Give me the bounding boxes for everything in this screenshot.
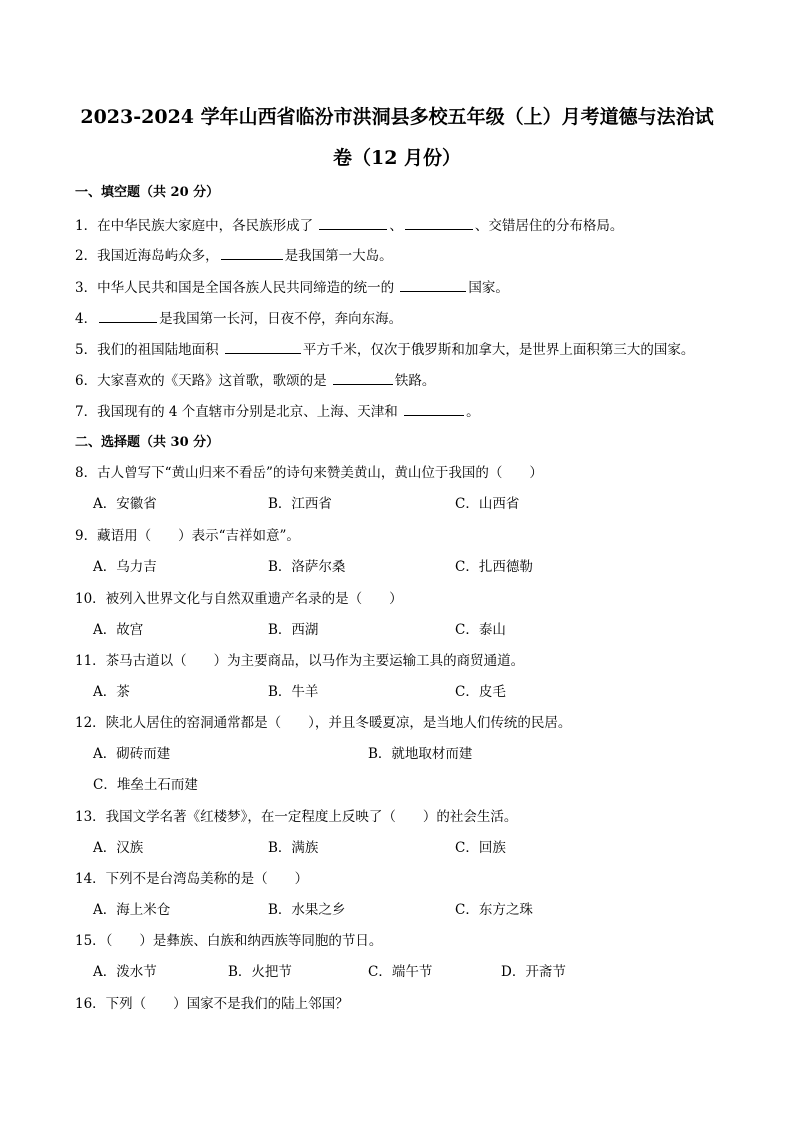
question-2 <box>75 246 393 265</box>
q5-text-a: 5．我们的祖国陆地面积 <box>75 342 219 358</box>
q13-option-c: C．回族 <box>455 840 506 856</box>
question-15: 15．（ ）是彝族、白族和纳西族等同胞的节日。 <box>75 933 383 949</box>
q13-option-b: B．满族 <box>268 840 319 856</box>
answer-blank <box>221 246 283 260</box>
q9-option-a: A．乌力吉 <box>93 559 157 575</box>
question-11: 11．茶马古道以（ ）为主要商品，以马作为主要运输工具的商贸通道。 <box>75 653 525 669</box>
q12-option-b: B．就地取材而建 <box>368 746 473 762</box>
question-16: 16．下列（ ）国家不是我们的陆上邻国？ <box>75 996 349 1012</box>
question-8: 8．古人曾写下“黄山归来不看岳”的诗句来赞美黄山，黄山位于我国的（ ） <box>75 465 543 481</box>
q8-option-b: B．江西省 <box>268 496 332 512</box>
q10-option-b: B．西湖 <box>268 622 319 638</box>
q9-option-b: B．洛萨尔桑 <box>268 559 346 575</box>
q14-option-c: C．东方之珠 <box>455 902 533 918</box>
answer-blank <box>333 371 393 385</box>
exam-title-line2: 卷（12 月份） <box>332 147 462 169</box>
question-10: 10．被列入世界文化与自然双重遗产名录的是（ ） <box>75 591 403 607</box>
q3-text-a: 3．中华人民共和国是全国各族人民共同缔造的统一的 <box>75 280 395 296</box>
answer-blank <box>405 216 473 230</box>
q4-text-b: 是我国第一长河，日夜不停，奔向东海。 <box>159 311 403 327</box>
answer-blank <box>400 278 466 292</box>
question-14: 14．下列不是台湾岛美称的是（ ） <box>75 871 309 887</box>
q12-option-c: C．堆垒土石而建 <box>93 777 198 793</box>
q2-text-b: 是我国第一大岛。 <box>284 248 393 264</box>
section-heading-choice: 二、选择题（共 30 分） <box>75 435 220 450</box>
question-9: 9．藏语用（ ）表示“吉祥如意”。 <box>75 528 300 544</box>
q9-option-c: C．扎西德勒 <box>455 559 533 575</box>
q15-option-d: D．开斋节 <box>501 964 566 980</box>
answer-blank <box>404 402 464 416</box>
q11-option-c: C．皮毛 <box>455 684 506 700</box>
q15-option-b: B．火把节 <box>228 964 292 980</box>
q11-option-a: A．茶 <box>93 684 130 700</box>
q14-option-a: A．海上米仓 <box>93 902 171 918</box>
question-13: 13．我国文学名著《红楼梦》，在一定程度上反映了（ ）的社会生活。 <box>75 809 518 825</box>
q10-option-a: A．故宫 <box>93 622 144 638</box>
answer-blank <box>99 309 157 323</box>
q6-text-b: 铁路。 <box>394 373 436 389</box>
q13-option-a: A．汉族 <box>93 840 144 856</box>
answer-blank <box>225 340 301 354</box>
question-1 <box>75 216 623 235</box>
question-6 <box>75 371 435 390</box>
q7-text-a: 7．我国现有的 4 个直辖市分别是北京、上海、天津和 <box>75 404 398 420</box>
q2-text-a: 2．我国近海岛屿众多， <box>75 248 219 264</box>
q8-option-a: A．安徽省 <box>93 496 157 512</box>
answer-blank <box>319 216 387 230</box>
q4-text-a: 4． <box>75 311 98 327</box>
question-12: 12．陕北人居住的窑洞通常都是（ ），并且冬暖夏凉，是当地人们传统的民居。 <box>75 715 572 731</box>
q6-text-a: 6．大家喜欢的《天路》这首歌，歌颂的是 <box>75 373 327 389</box>
exam-title-line1: 2023-2024 学年山西省临汾市洪洞县多校五年级（上）月考道德与法治试 <box>80 106 714 128</box>
q14-option-b: B．水果之乡 <box>268 902 346 918</box>
q11-option-b: B．牛羊 <box>268 684 319 700</box>
q1-text-b: 、 <box>389 218 403 234</box>
q1-text-c: 、交错居住的分布格局。 <box>474 218 624 234</box>
q7-text-b: 。 <box>466 404 480 420</box>
question-4 <box>75 309 402 328</box>
q10-option-c: C．泰山 <box>455 622 506 638</box>
section-heading-fill: 一、填空题（共 20 分） <box>75 185 220 200</box>
question-7 <box>75 402 480 421</box>
q5-text-b: 平方千米，仅次于俄罗斯和加拿大，是世界上面积第三大的国家。 <box>302 342 695 358</box>
q12-option-a: A．砌砖而建 <box>93 746 171 762</box>
question-3 <box>75 278 509 297</box>
q15-option-a: A．泼水节 <box>93 964 157 980</box>
q15-option-c: C．端午节 <box>368 964 433 980</box>
q8-option-c: C．山西省 <box>455 496 520 512</box>
question-5 <box>75 340 694 359</box>
q3-text-b: 国家。 <box>468 280 509 296</box>
q1-text-a: 1．在中华民族大家庭中，各民族形成了 <box>75 218 314 234</box>
